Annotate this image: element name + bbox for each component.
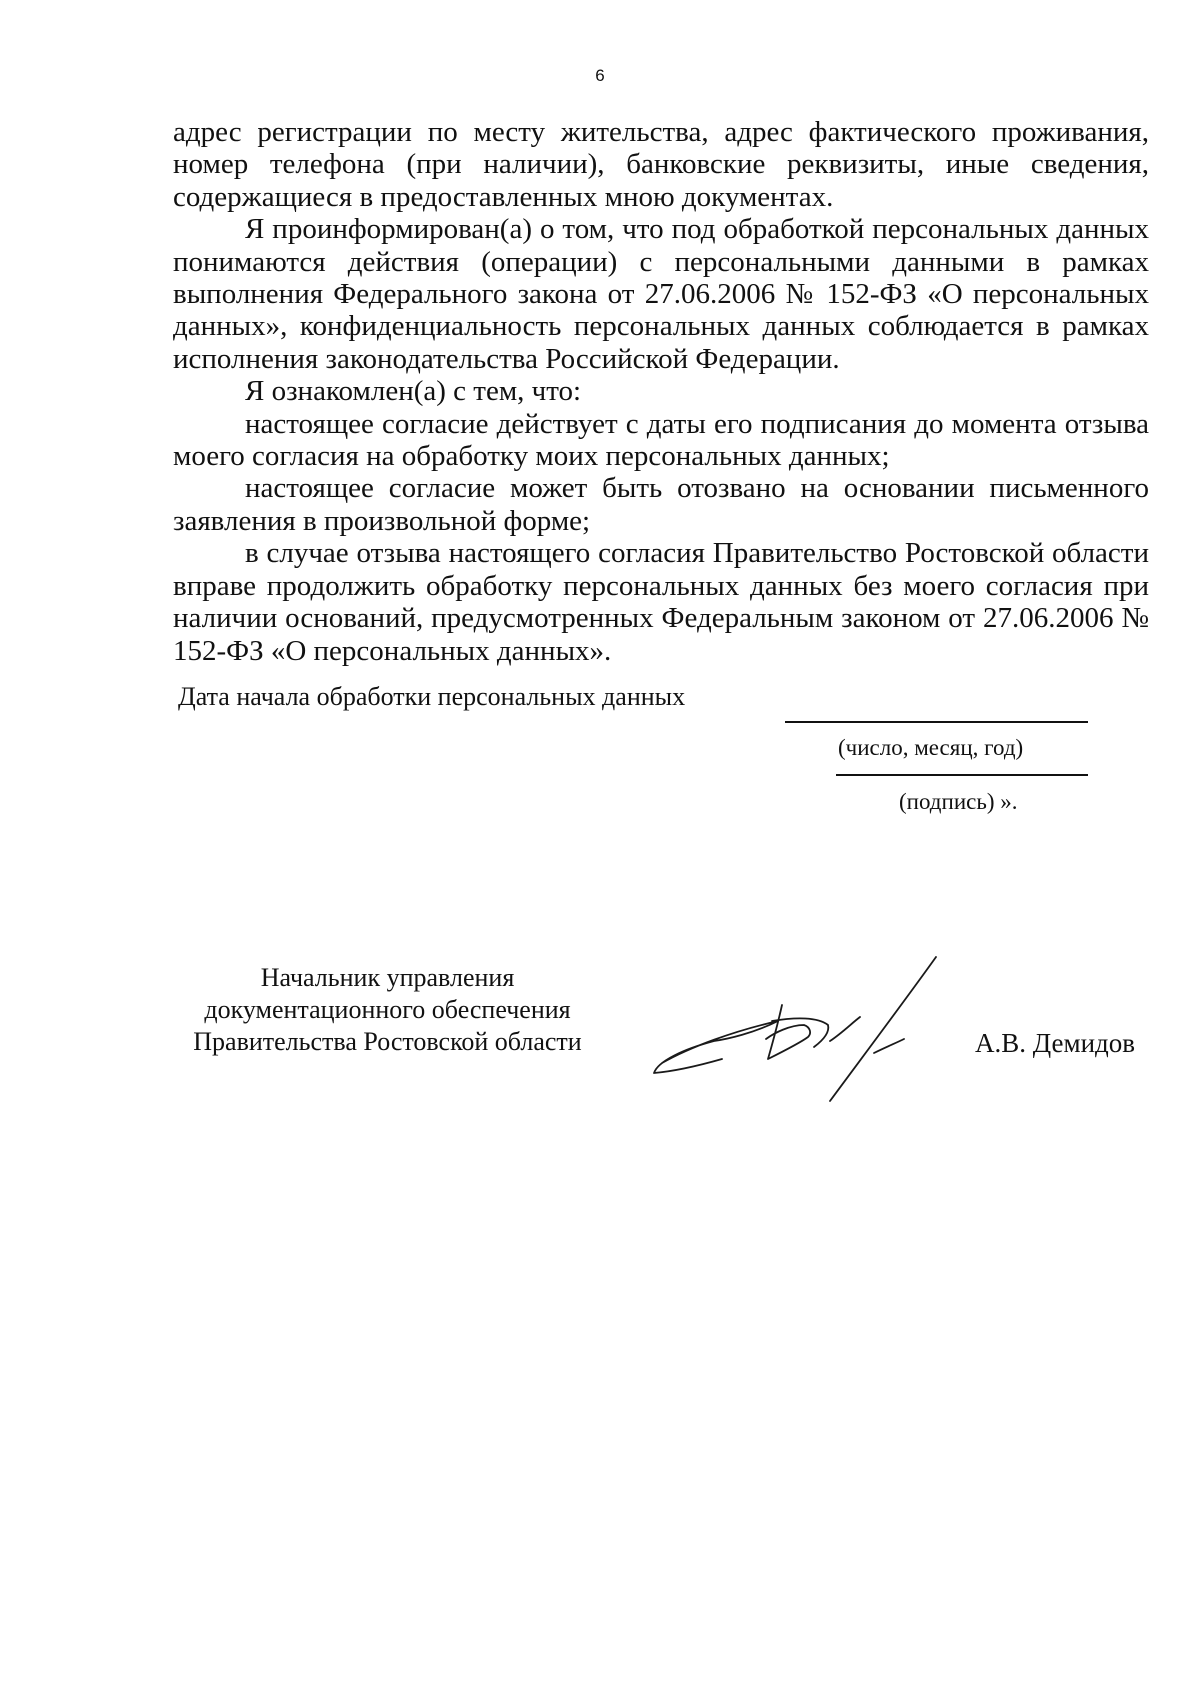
- handwritten-signature: [650, 945, 940, 1105]
- paragraph-personal-data-list: адрес регистрации по месту жительства, адрес фактического проживания, номер телефона (при наличии), банковские реквизиты, иные сведения, содержащиеся в предоставленных мною документах.: [173, 116, 1149, 213]
- date-caption: (число, месяц, год): [838, 735, 1024, 760]
- official-title-line: документационного обеспечения: [204, 995, 571, 1024]
- official-position-title: [170, 962, 605, 1058]
- processing-start-date-label: Дата начала обработки персональных данных: [178, 682, 686, 711]
- paragraph-consent-revocation: настоящее согласие может быть отозвано на основании письменного заявления в произвольной форме;: [173, 472, 1149, 537]
- signature-caption: (подпись) ».: [899, 789, 1018, 814]
- paragraph-informed: Я проинформирован(а) о том, что под обработкой персональных данных понимаются действия (операции) с персональными данными в рамках выполнения Федерального закона от 27.06.2006 № 152-ФЗ «О персональных данных», конфиденциальность персональных данных соблюдается в рамках исполнения законодательства Российской Федерации.: [173, 213, 1149, 375]
- official-title-line: Правительства Ростовской области: [193, 1027, 582, 1056]
- paragraph-acquainted: Я ознакомлен(а) с тем, что:: [245, 375, 582, 408]
- paragraph-processing-after-revocation: в случае отзыва настоящего согласия Правительство Ростовской области вправе продолжить обработку персональных данных без моего согласия при наличии оснований, предусмотренных Федеральным законом от 27.06.2006 № 152-ФЗ «О персональных данных».: [173, 537, 1149, 667]
- document-body: [173, 116, 1149, 667]
- date-fill-line: [785, 721, 1088, 723]
- signer-name: А.В. Демидов: [975, 1028, 1136, 1058]
- official-title-line: Начальник управления: [260, 963, 515, 992]
- page-number: 6: [595, 66, 605, 85]
- paragraph-consent-validity: настоящее согласие действует с даты его подписания до момента отзыва моего согласия на обработку моих персональных данных;: [173, 407, 1149, 473]
- signature-fill-line: [836, 774, 1088, 776]
